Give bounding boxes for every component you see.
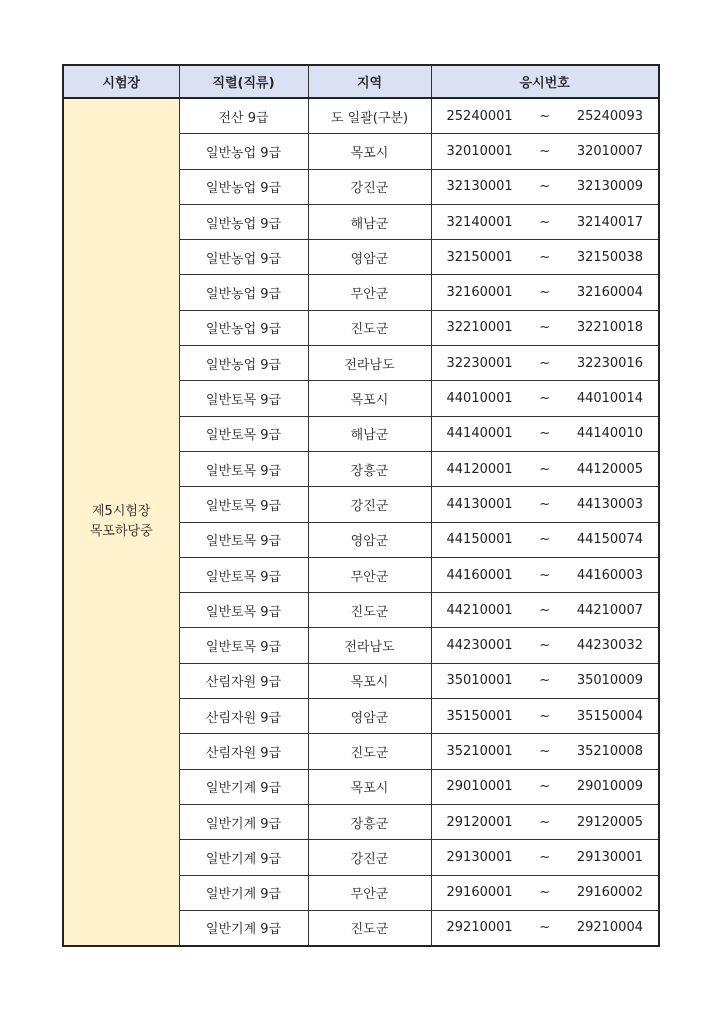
- range-start: 29130001: [446, 849, 513, 865]
- range-separator: ~: [539, 779, 551, 795]
- position-cell: 일반농업 9급: [179, 134, 308, 169]
- range-end: 32160004: [576, 285, 643, 301]
- position-cell: 일반기계 9급: [179, 840, 308, 875]
- range-separator: ~: [539, 708, 551, 724]
- position-cell: 일반토목 9급: [179, 451, 308, 486]
- range-start: 35150001: [446, 708, 513, 724]
- exam-number-range-cell: [431, 663, 659, 698]
- range-start: 32230001: [446, 355, 513, 371]
- range-start: 32150001: [446, 249, 513, 265]
- range-separator: ~: [539, 532, 551, 548]
- venue-number: 제5시험장: [91, 504, 151, 520]
- region-cell: 도 일괄(구분): [308, 98, 431, 134]
- region-cell: 진도군: [308, 910, 431, 946]
- position-cell: 일반농업 9급: [179, 346, 308, 381]
- position-cell: 일반기계 9급: [179, 910, 308, 946]
- region-cell: 진도군: [308, 593, 431, 628]
- position-cell: 전산 9급: [179, 98, 308, 134]
- range-end: 44150074: [576, 532, 643, 548]
- range-start: 32160001: [446, 285, 513, 301]
- range-end: 35010009: [576, 673, 643, 689]
- range-start: 44150001: [446, 532, 513, 548]
- range-separator: ~: [539, 920, 551, 936]
- venue-school: 목포하당중: [89, 524, 153, 540]
- range-start: 32140001: [446, 214, 513, 230]
- region-cell: 강진군: [308, 169, 431, 204]
- range-separator: ~: [539, 143, 551, 159]
- position-cell: 일반토목 9급: [179, 381, 308, 416]
- position-cell: 일반농업 9급: [179, 204, 308, 239]
- exam-number-range-cell: [431, 451, 659, 486]
- range-end: 44010014: [576, 391, 643, 407]
- exam-number-range-cell: [431, 134, 659, 169]
- exam-number-range-cell: [431, 346, 659, 381]
- range-start: 44010001: [446, 391, 513, 407]
- range-end: 29210004: [576, 920, 643, 936]
- header-region: 지역: [308, 65, 431, 98]
- range-separator: ~: [539, 849, 551, 865]
- range-separator: ~: [539, 673, 551, 689]
- exam-number-range-cell: [431, 240, 659, 275]
- range-end: 35210008: [576, 743, 643, 759]
- range-start: 44230001: [446, 638, 513, 654]
- region-cell: 해남군: [308, 416, 431, 451]
- header-venue: 시험장: [63, 65, 179, 98]
- range-separator: ~: [539, 179, 551, 195]
- region-cell: 해남군: [308, 204, 431, 239]
- position-cell: 일반기계 9급: [179, 769, 308, 804]
- range-start: 29160001: [446, 885, 513, 901]
- range-separator: ~: [539, 743, 551, 759]
- region-cell: 강진군: [308, 487, 431, 522]
- exam-number-range-cell: [431, 734, 659, 769]
- exam-number-range-cell: [431, 557, 659, 592]
- position-cell: 산림자원 9급: [179, 663, 308, 698]
- range-start: 32210001: [446, 320, 513, 336]
- range-end: 44160003: [576, 567, 643, 583]
- position-cell: 일반토목 9급: [179, 557, 308, 592]
- range-end: 32010007: [576, 143, 643, 159]
- range-start: 25240001: [446, 108, 513, 124]
- region-cell: 전라남도: [308, 346, 431, 381]
- range-start: 44210001: [446, 602, 513, 618]
- range-start: 32010001: [446, 143, 513, 159]
- range-end: 32230016: [576, 355, 643, 371]
- table-row: [63, 98, 659, 134]
- region-cell: 영암군: [308, 699, 431, 734]
- range-end: 32140017: [576, 214, 643, 230]
- exam-number-range-cell: [431, 840, 659, 875]
- region-cell: 목포시: [308, 769, 431, 804]
- region-cell: 강진군: [308, 840, 431, 875]
- position-cell: 일반농업 9급: [179, 169, 308, 204]
- range-start: 44140001: [446, 426, 513, 442]
- range-start: 44120001: [446, 461, 513, 477]
- range-start: 44130001: [446, 496, 513, 512]
- position-cell: 일반농업 9급: [179, 240, 308, 275]
- range-end: 35150004: [576, 708, 643, 724]
- range-separator: ~: [539, 426, 551, 442]
- exam-number-range-cell: [431, 522, 659, 557]
- region-cell: 장흥군: [308, 451, 431, 486]
- exam-number-range-cell: [431, 875, 659, 910]
- exam-number-range-cell: [431, 628, 659, 663]
- exam-number-range-cell: [431, 98, 659, 134]
- range-separator: ~: [539, 355, 551, 371]
- exam-number-range-cell: [431, 169, 659, 204]
- exam-number-range-cell: [431, 910, 659, 946]
- range-end: 32130009: [576, 179, 643, 195]
- range-start: 44160001: [446, 567, 513, 583]
- range-end: 29120005: [576, 814, 643, 830]
- position-cell: 일반기계 9급: [179, 804, 308, 839]
- range-separator: ~: [539, 567, 551, 583]
- range-end: 32150038: [576, 249, 643, 265]
- range-end: 29010009: [576, 779, 643, 795]
- range-separator: ~: [539, 496, 551, 512]
- range-end: 44210007: [576, 602, 643, 618]
- range-separator: ~: [539, 285, 551, 301]
- region-cell: 전라남도: [308, 628, 431, 663]
- range-end: 25240093: [576, 108, 643, 124]
- range-start: 35210001: [446, 743, 513, 759]
- range-separator: ~: [539, 320, 551, 336]
- region-cell: 목포시: [308, 134, 431, 169]
- position-cell: 산림자원 9급: [179, 734, 308, 769]
- range-separator: ~: [539, 602, 551, 618]
- exam-number-range-cell: [431, 699, 659, 734]
- table-body: [63, 98, 659, 946]
- position-cell: 일반토목 9급: [179, 522, 308, 557]
- region-cell: 영암군: [308, 240, 431, 275]
- range-end: 29130001: [576, 849, 643, 865]
- region-cell: 무안군: [308, 875, 431, 910]
- range-end: 32210018: [576, 320, 643, 336]
- range-separator: ~: [539, 638, 551, 654]
- exam-number-range-cell: [431, 310, 659, 345]
- exam-venue-table: [62, 64, 660, 947]
- header-exam-number: 응시번호: [431, 65, 659, 98]
- position-cell: 일반농업 9급: [179, 275, 308, 310]
- range-separator: ~: [539, 814, 551, 830]
- region-cell: 진도군: [308, 734, 431, 769]
- range-start: 29120001: [446, 814, 513, 830]
- exam-number-range-cell: [431, 275, 659, 310]
- position-cell: 산림자원 9급: [179, 699, 308, 734]
- region-cell: 진도군: [308, 310, 431, 345]
- header-position: 직렬(직류): [179, 65, 308, 98]
- exam-number-range-cell: [431, 204, 659, 239]
- exam-number-range-cell: [431, 593, 659, 628]
- region-cell: 목포시: [308, 663, 431, 698]
- region-cell: 장흥군: [308, 804, 431, 839]
- exam-number-range-cell: [431, 416, 659, 451]
- region-cell: 무안군: [308, 275, 431, 310]
- region-cell: 무안군: [308, 557, 431, 592]
- position-cell: 일반기계 9급: [179, 875, 308, 910]
- position-cell: 일반토목 9급: [179, 487, 308, 522]
- table-header-row: [63, 65, 659, 98]
- region-cell: 목포시: [308, 381, 431, 416]
- range-separator: ~: [539, 885, 551, 901]
- range-start: 29210001: [446, 920, 513, 936]
- range-separator: ~: [539, 214, 551, 230]
- range-end: 44230032: [576, 638, 643, 654]
- range-end: 29160002: [576, 885, 643, 901]
- range-start: 35010001: [446, 673, 513, 689]
- range-start: 29010001: [446, 779, 513, 795]
- exam-number-range-cell: [431, 487, 659, 522]
- range-end: 44140010: [576, 426, 643, 442]
- range-separator: ~: [539, 108, 551, 124]
- range-separator: ~: [539, 461, 551, 477]
- range-start: 32130001: [446, 179, 513, 195]
- position-cell: 일반토목 9급: [179, 416, 308, 451]
- range-separator: ~: [539, 391, 551, 407]
- range-end: 44120005: [576, 461, 643, 477]
- region-cell: 영암군: [308, 522, 431, 557]
- position-cell: 일반토목 9급: [179, 628, 308, 663]
- range-end: 44130003: [576, 496, 643, 512]
- position-cell: 일반토목 9급: [179, 593, 308, 628]
- exam-number-range-cell: [431, 769, 659, 804]
- venue-cell: [63, 98, 179, 946]
- position-cell: 일반농업 9급: [179, 310, 308, 345]
- exam-number-range-cell: [431, 804, 659, 839]
- exam-number-range-cell: [431, 381, 659, 416]
- range-separator: ~: [539, 249, 551, 265]
